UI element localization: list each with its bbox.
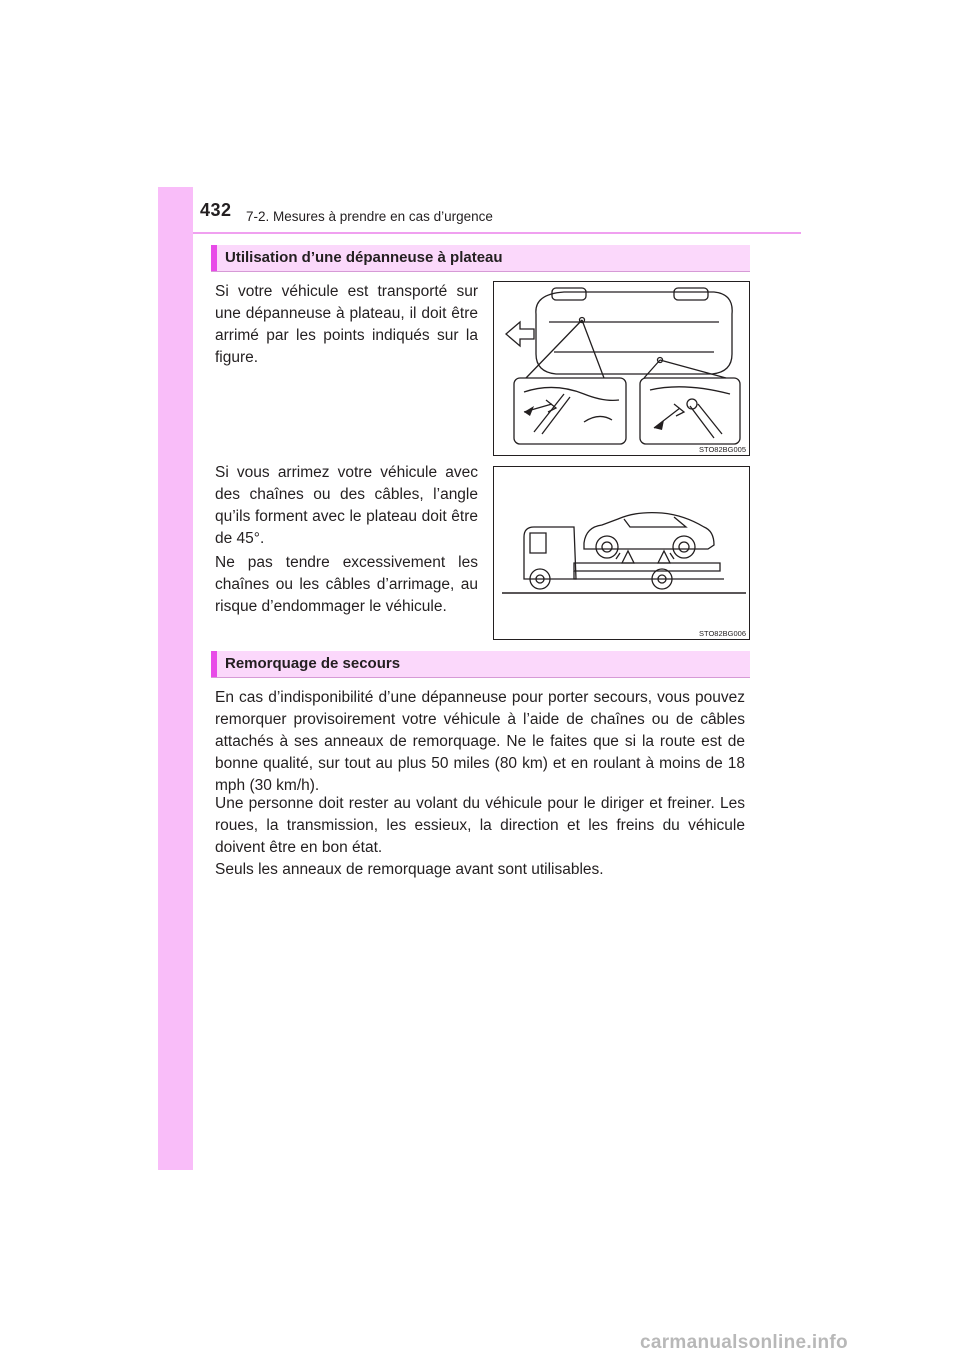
flatbed-paragraph-3: Ne pas tendre excessivement les chaînes ou les câbles d’arrimage, au risque d’endommager le véhicule. <box>215 554 478 615</box>
figure-2-code: STO82BG006 <box>699 629 746 638</box>
emergency-paragraph-1: En cas d’indisponibilité d’une dépanneuse pour porter secours, vous pouvez remorquer provisoirement votre véhicule à l’aide de chaînes ou de câbles attachés à ses anneaux de remorquage. Ne le faites que si la route est de bonne qualité, sur tout au plus 50 miles (80 km) et en roulant à moins de 18 mph (30 km/h). <box>215 689 745 794</box>
page-number: 432 <box>200 200 232 220</box>
flatbed-heading <box>211 245 750 272</box>
section-title: 7-2. Mesures à prendre en cas d’urgence <box>246 209 493 224</box>
tie-down-illustration <box>494 282 749 455</box>
flatbed-truck-figure <box>493 466 750 640</box>
header-rule <box>193 232 801 234</box>
flatbed-truck-illustration <box>494 467 749 639</box>
flatbed-heading-text: Utilisation d’une dépanneuse à plateau <box>225 249 503 266</box>
tie-down-points-figure <box>493 281 750 456</box>
watermark: carmanualsonline.info <box>640 1332 848 1353</box>
emergency-heading-text: Remorquage de secours <box>225 655 401 672</box>
flatbed-paragraph-1: Si votre véhicule est transporté sur une dépanneuse à plateau, il doit être arrimé par les points indiqués sur la figure. <box>215 283 478 366</box>
figure-1-code: STO82BG005 <box>699 445 746 454</box>
chapter-sidebar <box>158 187 193 1170</box>
emergency-paragraph-3: Seuls les anneaux de remorquage avant sont utilisables. <box>215 861 604 878</box>
flatbed-paragraph-2: Si vous arrimez votre véhicule avec des chaînes ou des câbles, l’angle qu’ils forment avec le plateau doit être de 45°. <box>215 464 478 547</box>
emergency-paragraph-2: Une personne doit rester au volant du véhicule pour le diriger et freiner. Les roues, la transmission, les essieux, la direction et les freins du véhicule doivent être en bon état. <box>215 795 745 856</box>
emergency-heading <box>211 651 750 678</box>
heading-accent-bar <box>211 245 217 271</box>
heading-accent-bar <box>211 651 217 677</box>
